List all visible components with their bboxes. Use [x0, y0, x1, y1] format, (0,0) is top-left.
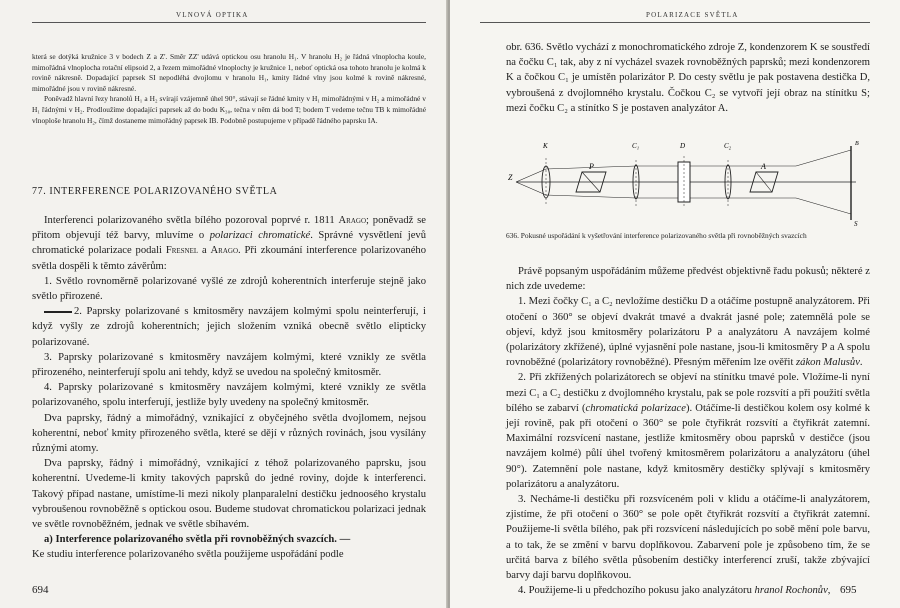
paragraph-coherent: Dva paprsky, řádný i mimořádný, vznikající z téhož polarizovaného paprsku, jsou koherentní. Uvedeme-li kmity takových paprsků do jedné roviny, dojde k interferenci. Takový případ nastane, umístíme-li mezi nikoly planparalelní destičku jednoosého krystalu vybroušenou rovnoběžně s optickou osou. Budeme studovat chromatickou polarizaci jednak ve světle rovnoběžném, jednak ve světle sbíhavém. — [32, 458, 426, 531]
conclusion-2: 2. Paprsky polarizované s kmitosměry navzájem kolmými spolu neinterferují, i když vyšly ze zdrojů koherentních; jejich složením vzniká obecně světlo elipticky polarizované. — [32, 306, 426, 348]
label-z: Z — [508, 173, 513, 182]
left-body — [32, 213, 426, 563]
subsection-title: a) Interference polarizovaného světla při rovnoběžných svazcích. — [44, 534, 337, 546]
figure-caption: 636. Pokusné uspořádání k vyšetřování interference polarizovaného světla při rovnoběžných svazcích — [506, 231, 807, 240]
right-page-number: 695 — [840, 584, 857, 596]
subsection-paragraph: a) Interference polarizovaného světla při rovnoběžných svazcích. — — [44, 534, 351, 546]
conclusion-3: 3. Paprsky polarizované s kmitosměry navzájem kolmými, které vznikly ze světla přirozeného, neinterferují spolu ani tehdy, když se uvedou na společný kmitosměr. — [32, 351, 426, 379]
label-a: A — [761, 162, 766, 171]
continuation-para-1: která se dotýká kružnice 3 v bodech Z a Z'. Směr ZZ' udává optickou osu hranolu H₁. V hranolu H₂ je řádná vlnoplocha koule, mimořádná vlnoplocha rotační elipsoid 2, a řezem mimořádné vlnoplochy je kružnice 1, neboť optická osa tohoto hranolu je kolmá k rovině nákresně. Dopadající paprsek SI nepodléhá dvojlomu v hranolu H₁, kmity řádné vlny jsou kolmé k rovině nákresné, mimořádné jsou v rovině nákresné. — [32, 52, 426, 93]
ink-mark — [44, 311, 72, 313]
paragraph-incoherent: Dva paprsky, řádný a mimořádný, vznikající z obyčejného světla dvojlomem, nejsou koherentní, neboť kmity přirozeného světla, které se dějí v různých rovinách, jsou vysílány různými atomy. — [32, 412, 426, 455]
right-body — [506, 264, 870, 598]
conclusion-1: 1. Světlo rovnoměrně polarizované vyšlé ze zdrojů koherentních interferuje stejně jako světlo přirozené. — [32, 275, 426, 303]
experiment-2: 2. Při zkřížených polarizátorech se objeví na stínítku tmavé pole. Vložíme-li nyní mezi C₁ a C₂ destičku z dvojlomného krystalu, pak se pole rozsvítí a při použití světla bílého se zabarví (chromatická polarizace). Otáčíme-li destičkou kolem osy kolmé k její rovině, pak při otočení o 360° se pole čtyřikrát rozsvítí a čtyřikrát zatemní. Maximální rozsvícení nastane, jestliže kmitosměry obou paprsků v destičce (jsou navzájem kolmé) půlí úhel tvořený kmitosměrem polarizátoru a analyzátoru (úhel 90°). Zatemnění pole nastane, když kmitosměry destičky splývají s kmitosměry polarizátoru a analyzátoru. — [506, 372, 870, 490]
label-k: K — [543, 142, 548, 150]
experiment-1: 1. Mezi čočky C₁ a C₂ nevložíme destičku D a otáčíme postupně analyzátorem. Při otočení o 360° se objeví dvakrát tmavé a dvakrát jasné pole; zatemnělá pole se objeví, když jsou kmitosměry polarizátoru P a analyzátoru A navzájem kolmé (polarizátory zkřížené), úplné vyjasnění pole nastane, jsou-li kmitosměry P a A spolu rovnoběžné (polarizátory rovnoběžné). Přesným měřením lze ověřit zákon Malusův. — [506, 296, 870, 369]
left-page — [0, 0, 448, 608]
continuation-para-2: Poněvadž hlavní řezy hranolů H₁ a H₂ svírají vzájemně úhel 90°, stávají se řádné kmity v H₁ mimořádnými v H₂ a mimořádné v H₁ řádnými v H₂. Prodloužíme dopadající paprsek až do bodu K₃₀, tečna v něm dá bod T; bodem T vedeme tečnu TB k mimořádné vlnoploše hranolu H₂, čímž dostaneme mimořádný paprsek IB. Podobně postupujeme v případě řádného paprsku IA. — [32, 94, 426, 125]
experiment-3: 3. Necháme-li destičku při rozsvíceném poli v klidu a otáčíme-li analyzátorem, zjistíme, že při otočení o 360° se pole opět čtyřikrát rozsvítí a čtyřikrát zatemní. Použijeme-li světla bílého, pak při rozsvícení následujících po sobě mění pole barvu, a to tak, že se změní v barvu doplňkovou. Zabarvení pole je způsobeno tím, že se určitá barva z bílého světla působením destičky interferencí zruší, takže zbývající barvy dají barvu doplňkovou. — [506, 494, 870, 582]
label-c2: C₂ — [724, 142, 732, 150]
name-arago: Arago — [338, 215, 367, 226]
term-rochon-prism: hranol Rochonův — [754, 585, 828, 597]
right-running-head: POLARIZACE SVĚTLA — [646, 11, 739, 19]
term-chromatic-polarization-2: chromatická polarizace — [585, 402, 686, 414]
left-running-head: VLNOVÁ OPTIKA — [176, 11, 249, 19]
intro-paragraph: Interferenci polarizovaného světla bílého pozoroval poprvé r. 1811 Arago; poněvadž se přitom objevují též barvy, mluvíme o polarizaci chromatické. Správné vysvětlení jevů chromatické polarizace podali Fresnel a Arago. Při zkoumání interference polarizovaného světla dospěli k těmto závěrům: — [32, 215, 426, 272]
name-fresnel: Fresnel — [165, 245, 199, 257]
section-heading — [32, 186, 277, 197]
section-title: INTERFERENCE POLARIZOVANÉHO SVĚTLA — [49, 186, 278, 197]
continuation-text — [32, 52, 426, 126]
right-head-rule — [480, 22, 870, 23]
term-malus-law: zákon Malusův — [796, 357, 860, 369]
name-arago-2: Arago — [210, 245, 239, 257]
section-number: 77. — [32, 186, 47, 197]
figure-636 — [506, 136, 876, 228]
label-b: B — [855, 141, 859, 147]
right-page — [450, 0, 900, 608]
label-s: S — [854, 220, 858, 228]
experiment-4: 4. Použijeme-li u předchozího pokusu jako analyzátoru hranol Rochonův, — [518, 585, 831, 597]
left-head-rule — [32, 22, 426, 23]
left-page-number: 694 — [32, 584, 49, 596]
label-p: P — [589, 162, 594, 171]
label-c1: C₁ — [632, 142, 640, 150]
conclusion-4: 4. Paprsky polarizované s kmitosměry navzájem kolmými, které vznikly ze světla polarizovaného, spolu interferují, jestliže byly uvedeny na společný kmitosměr. — [32, 382, 426, 409]
label-d: D — [680, 142, 686, 150]
figure-description: obr. 636. Světlo vychází z monochromatického zdroje Z, kondenzorem K se soustředí na čočku C₁ tak, aby z ní vycházel svazek rovnoběžných paprsků; mezi kondenzorem K a čočkou C₁ je umístěn polarizátor P. Do cesty světlu je pak postavena destička D, vybroušená z dvojlomného krystalu. Čočkou C₂ se vytvoří její obraz na stínítku S; mezi čočku C₂ a stínítko S je postaven analyzátor A. — [506, 42, 870, 114]
right-top-text — [506, 40, 870, 116]
subsection-continuation: Ke studiu interference polarizovaného světla použijeme uspořádání podle — [32, 549, 344, 561]
term-chromatic-polarization: polarizaci chromatické — [209, 230, 311, 242]
experiments-intro: Právě popsaným uspořádáním můžeme předvést objektivně řadu pokusů; některé z nich zde uvedeme: — [506, 266, 870, 293]
